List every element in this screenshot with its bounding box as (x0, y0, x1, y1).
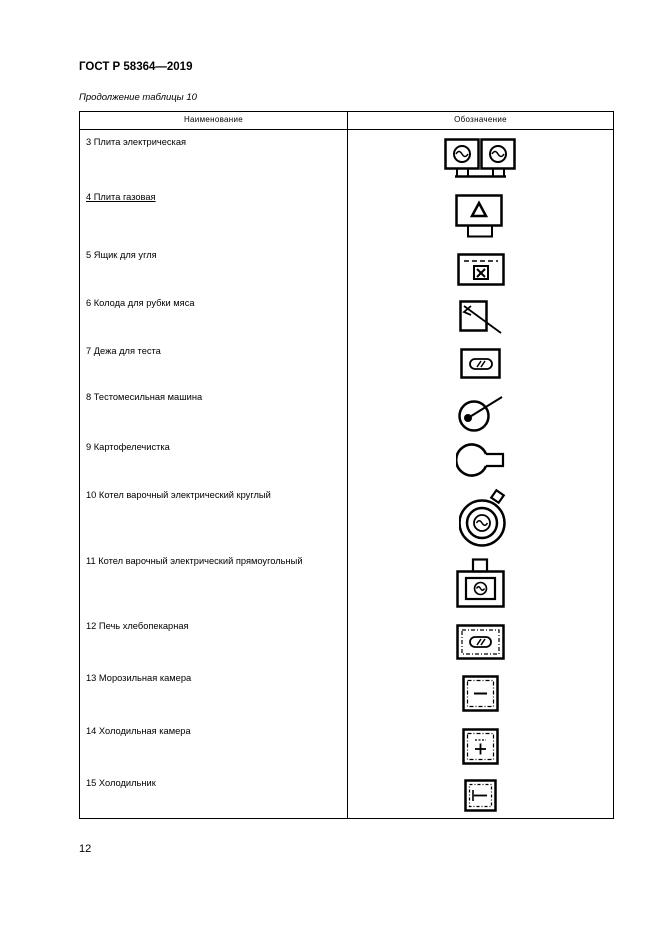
row-label-dough-tub: 7 Дежа для теста (86, 346, 161, 356)
row-label-freezer-chamber: 13 Морозильная камера (86, 673, 192, 683)
electric-stove-icon (444, 138, 516, 182)
column-divider (347, 112, 348, 818)
row-label-electric-stove: 3 Плита электрическая (86, 137, 187, 147)
row-label-dough-mixer: 8 Тестомесильная машина (86, 392, 203, 402)
row-label-cold-chamber: 14 Холодильная камера (86, 726, 191, 736)
dough-mixer-icon (456, 394, 506, 434)
row-label-coal-box: 5 Ящик для угля (86, 250, 157, 260)
bread-oven-icon (456, 624, 506, 662)
freezer-chamber-icon (462, 675, 502, 715)
round-electric-boiler-icon (459, 488, 513, 548)
row-label-meat-block: 6 Колода для рубки мяса (86, 298, 195, 308)
row-label-refrigerator: 15 Холодильник (86, 778, 156, 788)
header-rule (80, 129, 613, 130)
gas-stove-icon (455, 194, 505, 240)
rectangular-electric-boiler-icon (456, 558, 508, 610)
dough-tub-icon (460, 348, 502, 380)
document-code: ГОСТ Р 58364—2019 (79, 61, 193, 73)
cold-chamber-icon (462, 728, 502, 768)
refrigerator-icon (464, 779, 500, 815)
column-header-name: Наименование (183, 115, 244, 124)
coal-box-icon (457, 253, 507, 287)
table-caption: Продолжение таблицы 10 (79, 92, 197, 103)
meat-chopping-block-icon (459, 300, 505, 336)
row-label-potato-peeler: 9 Картофелечистка (86, 442, 170, 452)
row-label-rectangular-boiler: 11 Котел варочный электрический прямоугольный (86, 556, 303, 566)
row-label-gas-stove: 4 Плита газовая (86, 192, 156, 202)
page-number: 12 (79, 843, 92, 855)
symbols-table (79, 111, 614, 819)
row-label-round-boiler: 10 Котел варочный электрический круглый (86, 490, 271, 500)
row-label-bread-oven: 12 Печь хлебопекарная (86, 621, 189, 631)
column-header-symbol: Обозначение (454, 115, 507, 124)
potato-peeler-icon (456, 442, 506, 478)
